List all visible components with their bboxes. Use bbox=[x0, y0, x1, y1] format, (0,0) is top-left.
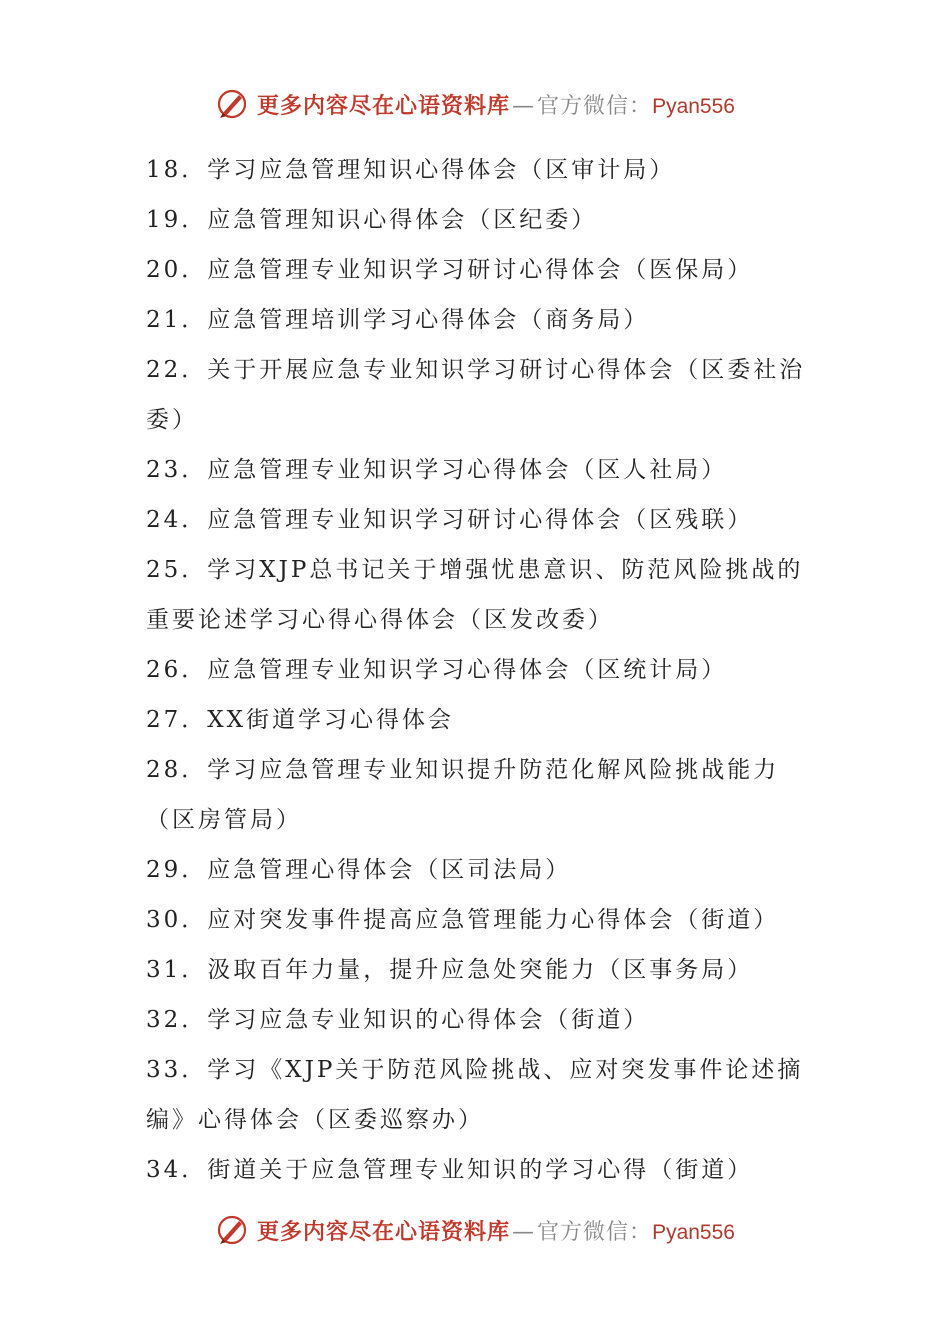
list-item: 21．应急管理培训学习心得体会（商务局） bbox=[146, 307, 650, 333]
list-item: 30．应对突发事件提高应急管理能力心得体会（街道） bbox=[146, 907, 780, 933]
list-item: 22．关于开展应急专业知识学习研讨心得体会（区委社治委） bbox=[146, 357, 806, 433]
list-item: 18．学习应急管理知识心得体会（区审计局） bbox=[146, 157, 676, 183]
footer-watermark bbox=[0, 1208, 950, 1252]
pen-circle-logo-icon bbox=[215, 1213, 249, 1247]
list-item: 24．应急管理专业知识学习研讨心得体会（区残联） bbox=[146, 507, 754, 533]
list-item: 19．应急管理知识心得体会（区纪委） bbox=[146, 207, 598, 233]
list-item: 32．学习应急专业知识的心得体会（街道） bbox=[146, 1007, 650, 1033]
header-watermark bbox=[0, 82, 950, 126]
list-item: 26．应急管理专业知识学习心得体会（区统计局） bbox=[146, 657, 728, 683]
list-item: 34．街道关于应急管理专业知识的学习心得（街道） bbox=[146, 1157, 754, 1183]
list-item: 31．汲取百年力量，提升应急处突能力（区事务局） bbox=[146, 957, 754, 983]
watermark-wechat-label: 官方微信： bbox=[537, 1219, 653, 1245]
watermark-wechat-label: 官方微信： bbox=[537, 93, 653, 119]
list-item: 29．应急管理心得体会（区司法局） bbox=[146, 857, 572, 883]
list-item: 28．学习应急管理专业知识提升防范化解风险挑战能力（区房管局） bbox=[146, 757, 780, 833]
list-item: 33．学习《XJP关于防范风险挑战、应对突发事件论述摘编》心得体会（区委巡察办） bbox=[146, 1057, 804, 1133]
document-body bbox=[146, 145, 810, 1195]
list-item: 20．应急管理专业知识学习研讨心得体会（医保局） bbox=[146, 257, 754, 283]
watermark-wechat-id: Pyan556 bbox=[652, 94, 735, 118]
watermark-wechat-id: Pyan556 bbox=[652, 1220, 735, 1244]
watermark-separator: — bbox=[512, 93, 536, 119]
list-item: 25．学习XJP总书记关于增强忧患意识、防范风险挑战的重要论述学习心得心得体会（区发改委） bbox=[146, 557, 804, 633]
watermark-main-text: 更多内容尽在心语资料库 bbox=[257, 1218, 511, 1245]
list-item: 23．应急管理专业知识学习心得体会（区人社局） bbox=[146, 457, 728, 483]
watermark-separator: — bbox=[512, 1219, 536, 1245]
pen-circle-logo-icon bbox=[215, 87, 249, 121]
list-item: 27．XX街道学习心得体会 bbox=[146, 707, 455, 733]
watermark-main-text: 更多内容尽在心语资料库 bbox=[257, 92, 511, 119]
